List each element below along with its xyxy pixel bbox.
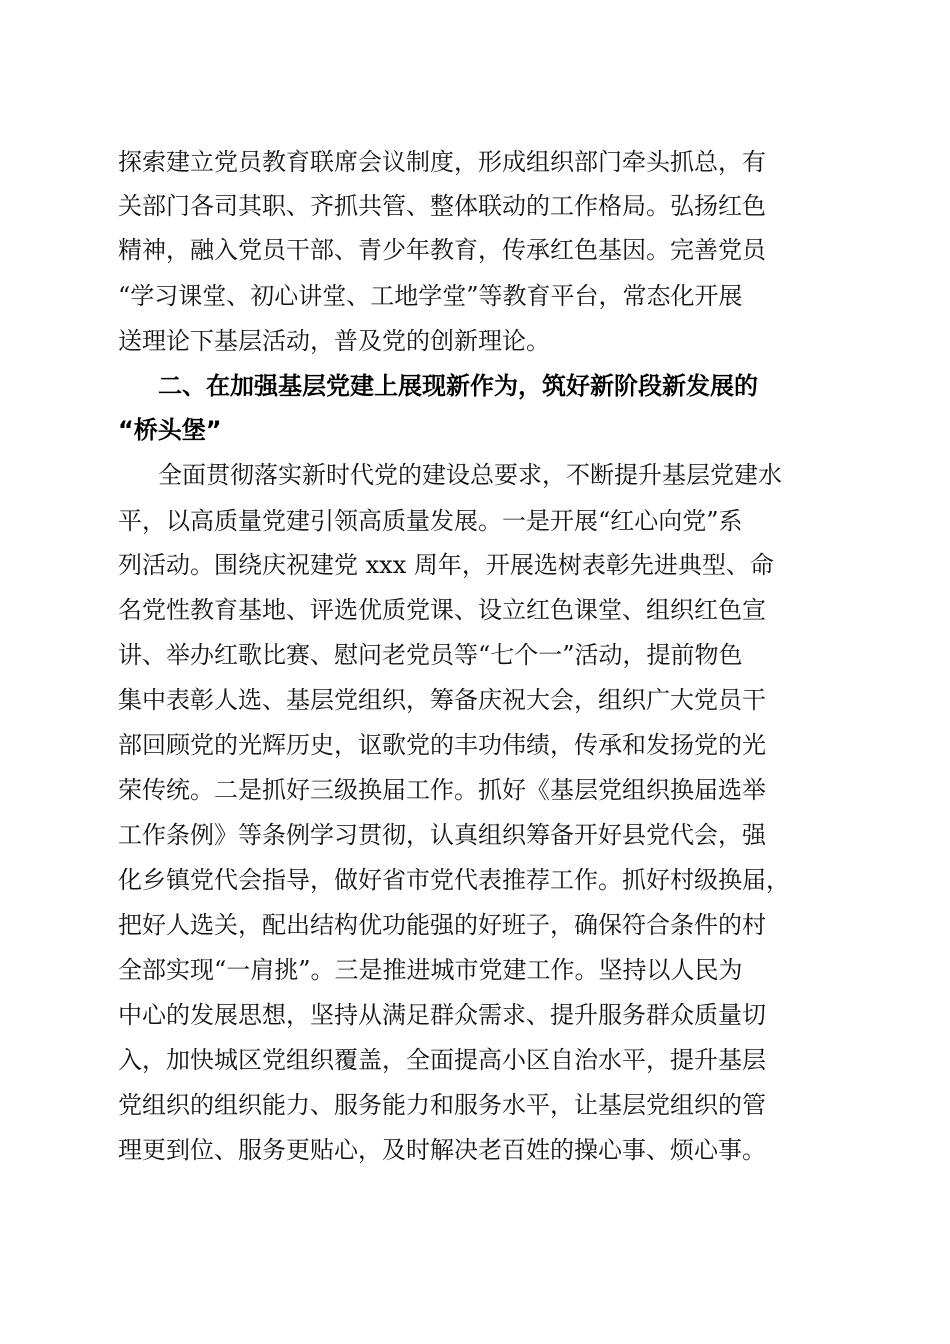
paragraph-2-line: 部回顾党的光辉历史，讴歌党的丰功伟绩，传承和发扬党的光 <box>118 731 766 759</box>
paragraph-1-line: 关部门各司其职、齐抓共管、整体联动的工作格局。弘扬红色 <box>118 192 766 220</box>
paragraph-2-line: 把好人选关，配出结构优功能强的好班子，确保符合条件的村 <box>118 911 766 939</box>
paragraph-2-line: 平，以高质量党建引领高质量发展。一是开展“红心向党”系 <box>118 507 743 535</box>
paragraph-2-line: 讲、举办红歌比赛、慰问老党员等“七个一”活动，提前物色 <box>118 641 743 669</box>
paragraph-2-line: 入，加快城区党组织覆盖，全面提高小区自治水平，提升基层 <box>118 1046 766 1074</box>
paragraph-1-line: “学习课堂、初心讲堂、工地学堂”等教育平台，常态化开展 <box>118 282 743 310</box>
paragraph-2-line: 荣传统。二是抓好三级换届工作。抓好《基层党组织换届选举 <box>118 776 766 804</box>
paragraph-2-line: 列活动。围绕庆祝建党 xxx 周年，开展选树表彰先进典型、命 <box>118 551 774 579</box>
section-heading: 二、在加强基层党建上展现新作为，筑好新阶段新发展的 <box>158 372 758 400</box>
paragraph-2-line: 党组织的组织能力、服务能力和服务水平，让基层党组织的管 <box>118 1091 766 1119</box>
paragraph-2-line: 化乡镇党代会指导，做好省市党代表推荐工作。抓好村级换届， <box>118 866 790 894</box>
paragraph-2-line: 全部实现“一肩挑”。三是推进城市党建工作。坚持以人民为 <box>118 956 743 984</box>
paragraph-2-line: 中心的发展思想，坚持从满足群众需求、提升服务群众质量切 <box>118 1001 766 1029</box>
paragraph-1-line: 送理论下基层活动，普及党的创新理论。 <box>118 327 550 355</box>
paragraph-2-line: 理更到位、服务更贴心，及时解决老百姓的操心事、烦心事。 <box>118 1136 766 1164</box>
paragraph-2-line: 工作条例》等条例学习贯彻，认真组织筹备开好县党代会，强 <box>118 821 766 849</box>
paragraph-1-line: 探索建立党员教育联席会议制度，形成组织部门牵头抓总，有 <box>118 148 766 176</box>
paragraph-2-line: 名党性教育基地、评选优质党课、设立红色课堂、组织红色宣 <box>118 596 766 624</box>
paragraph-2-line: 全面贯彻落实新时代党的建设总要求，不断提升基层党建水 <box>158 461 782 489</box>
paragraph-1-line: 精神，融入党员干部、青少年教育，传承红色基因。完善党员 <box>118 236 766 264</box>
paragraph-2-line: 集中表彰人选、基层党组织，筹备庆祝大会，组织广大党员干 <box>118 686 766 714</box>
section-heading: “桥头堡” <box>118 416 222 444</box>
